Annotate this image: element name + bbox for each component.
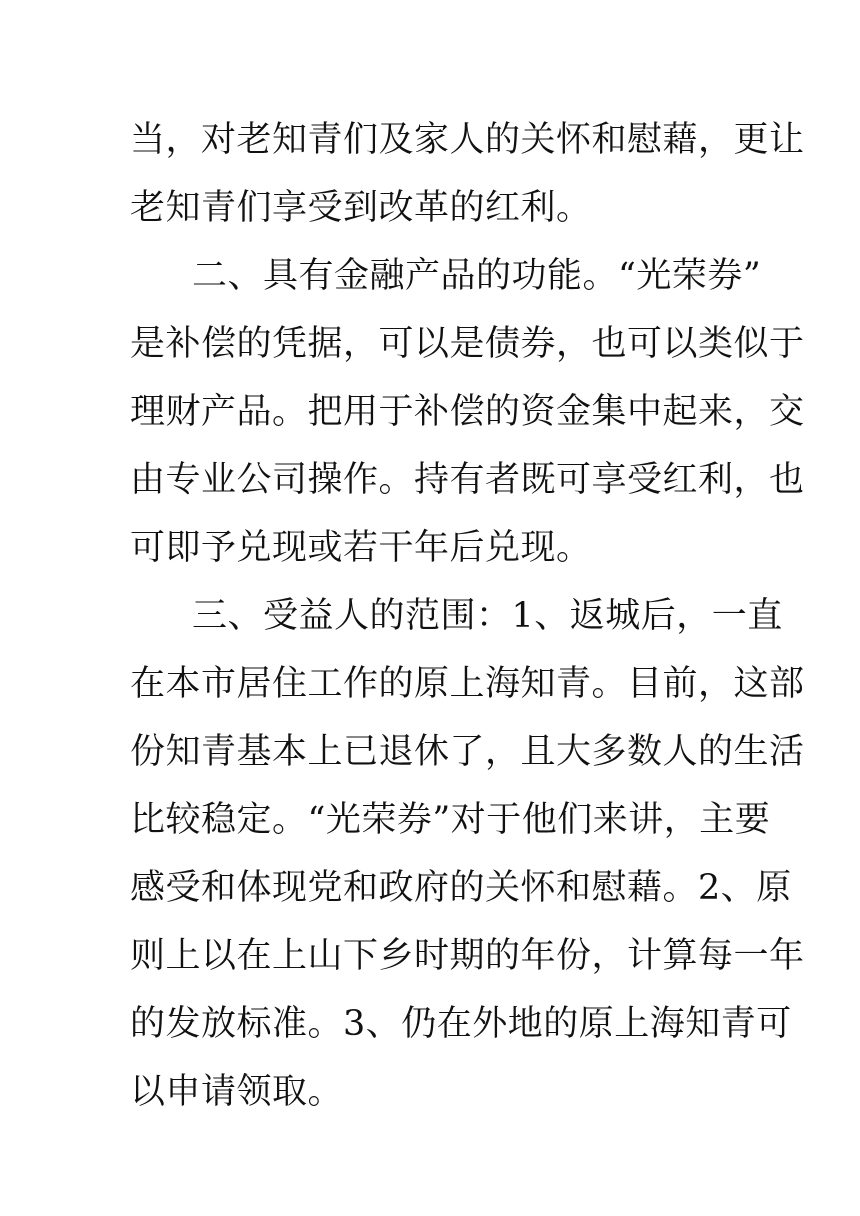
text-line: 理财产品。把用于补偿的资金集中起来，交 [130, 392, 805, 432]
text-line: 以申请领取。 [130, 1072, 344, 1112]
text-line: 比较稳定。“光荣券”对于他们来讲，主要 [130, 800, 771, 840]
text-line: 当，对老知青们及家人的关怀和慰藉，更让 [130, 120, 805, 160]
paragraph-start-line: 二、具有金融产品的功能。“光荣券” [192, 256, 762, 296]
text-line: 的发放标准。3、仍在外地的原上海知青可 [130, 1004, 792, 1044]
text-line: 份知青基本上已退休了，且大多数人的生活 [130, 732, 805, 772]
text-line: 老知青们享受到改革的红利。 [130, 188, 592, 228]
text-line: 由专业公司操作。持有者既可享受红利，也 [130, 460, 805, 500]
text-line: 感受和体现党和政府的关怀和慰藉。2、原 [130, 868, 792, 908]
text-line: 是补偿的凭据，可以是债券，也可以类似于 [130, 324, 805, 364]
text-line: 可即予兑现或若干年后兑现。 [130, 528, 592, 568]
text-line: 在本市居住工作的原上海知青。目前，这部 [130, 664, 805, 704]
paragraph-start-line: 三、受益人的范围：1、返城后，一直 [192, 596, 783, 636]
text-line: 则上以在上山下乡时期的年份，计算每一年 [130, 936, 805, 976]
